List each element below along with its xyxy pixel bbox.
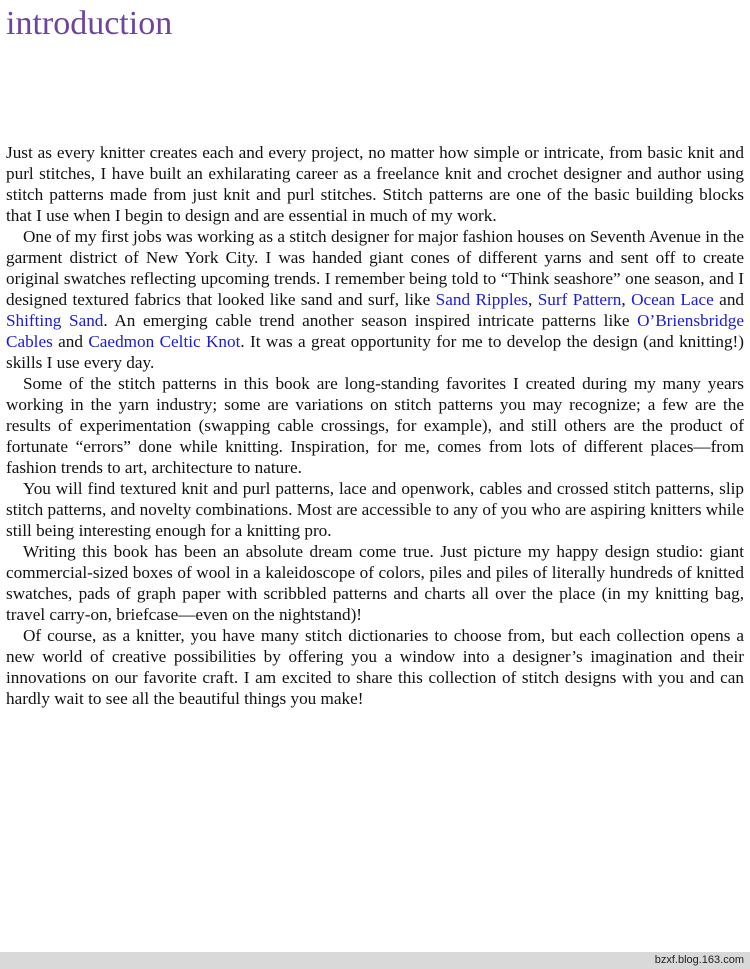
link-shifting-sand[interactable]: Shifting Sand: [6, 311, 104, 330]
link-obriensbridge-cables[interactable]: O’Briensbridge Cables: [6, 311, 744, 351]
paragraph-6: Of course, as a knitter, you have many stitch dictionaries to choose from, but each collection opens a new world of creative possibilities by offering you a window into a designer’s imagination and their innovations on our favorite craft. I am excited to share this collection of stitch designs with you and can hardly wait to see all the beautiful things you make!: [6, 626, 744, 708]
paragraph-2-text: ,: [527, 290, 538, 309]
link-sand-ripples[interactable]: Sand Ripples: [435, 290, 528, 309]
article-body: [6, 142, 744, 709]
paragraph-3: Some of the stitch patterns in this book are long-standing favorites I created during my many years working in the yarn industry; some are variations on stitch patterns you may recognize; a few are the results of experimentation (swapping cable crossings, for example), and still others are the product of fortunate “errors” done while knitting. Inspiration, for me, comes from lots of different places—from fashion trends to art, architecture to nature.: [6, 374, 744, 477]
paragraph-4: You will find textured knit and purl patterns, lace and openwork, cables and crossed stitch patterns, slip stitch patterns, and novelty combinations. Most are accessible to any of you who are aspiring knitters while still being interesting enough for a knitting pro.: [6, 479, 744, 540]
paragraph-2-text: ,: [621, 290, 632, 309]
paragraph-1: Just as every knitter creates each and every project, no matter how simple or intricate, from basic knit and purl stitches, I have built an exhilarating career as a freelance knit and crochet designer and author using stitch patterns made from just knit and purl stitches. Stitch patterns are one of the basic building blocks that I use when I begin to design and are essential in much of my work.: [6, 143, 744, 225]
paragraph-2-text: One of my first jobs was working as a stitch designer for major fashion houses on Seventh Avenue in the garment district of New York City. I was handed giant cones of different yarns and sent off to create original swatches reflecting upcoming trends. I remember being told to “Think seashore” one season, and I designed textured fabrics that looked like sand and surf, like: [6, 227, 744, 309]
paragraph-2-text: and: [713, 290, 745, 309]
paragraph-2-text: . It was a great opportunity for me to develop the design (and knitting!) skills I use every day.: [6, 332, 745, 372]
link-surf-pattern[interactable]: Surf Pattern: [537, 290, 622, 309]
link-caedmon-celtic-knot[interactable]: Caedmon Celtic Knot: [88, 332, 241, 351]
page-title: introduction: [6, 5, 173, 42]
paragraph-2-text: and: [52, 332, 89, 351]
paragraph-2: [6, 226, 744, 373]
footer-bar: [0, 952, 750, 969]
paragraph-5: Writing this book has been an absolute dream come true. Just picture my happy design studio: giant commercial-sized boxes of wool in a kaleidoscope of colors, piles and piles of literally hundreds of knitted swatches, pads of graph paper with scribbled patterns and charts all over the place (in my knitting bag, travel carry-on, briefcase—even on the nightstand)!: [6, 542, 744, 624]
watermark-text: bzxf.blog.163.com: [654, 954, 744, 966]
link-ocean-lace[interactable]: Ocean Lace: [631, 290, 714, 309]
paragraph-2-text: . An emerging cable trend another season inspired intricate patterns like: [103, 311, 638, 330]
